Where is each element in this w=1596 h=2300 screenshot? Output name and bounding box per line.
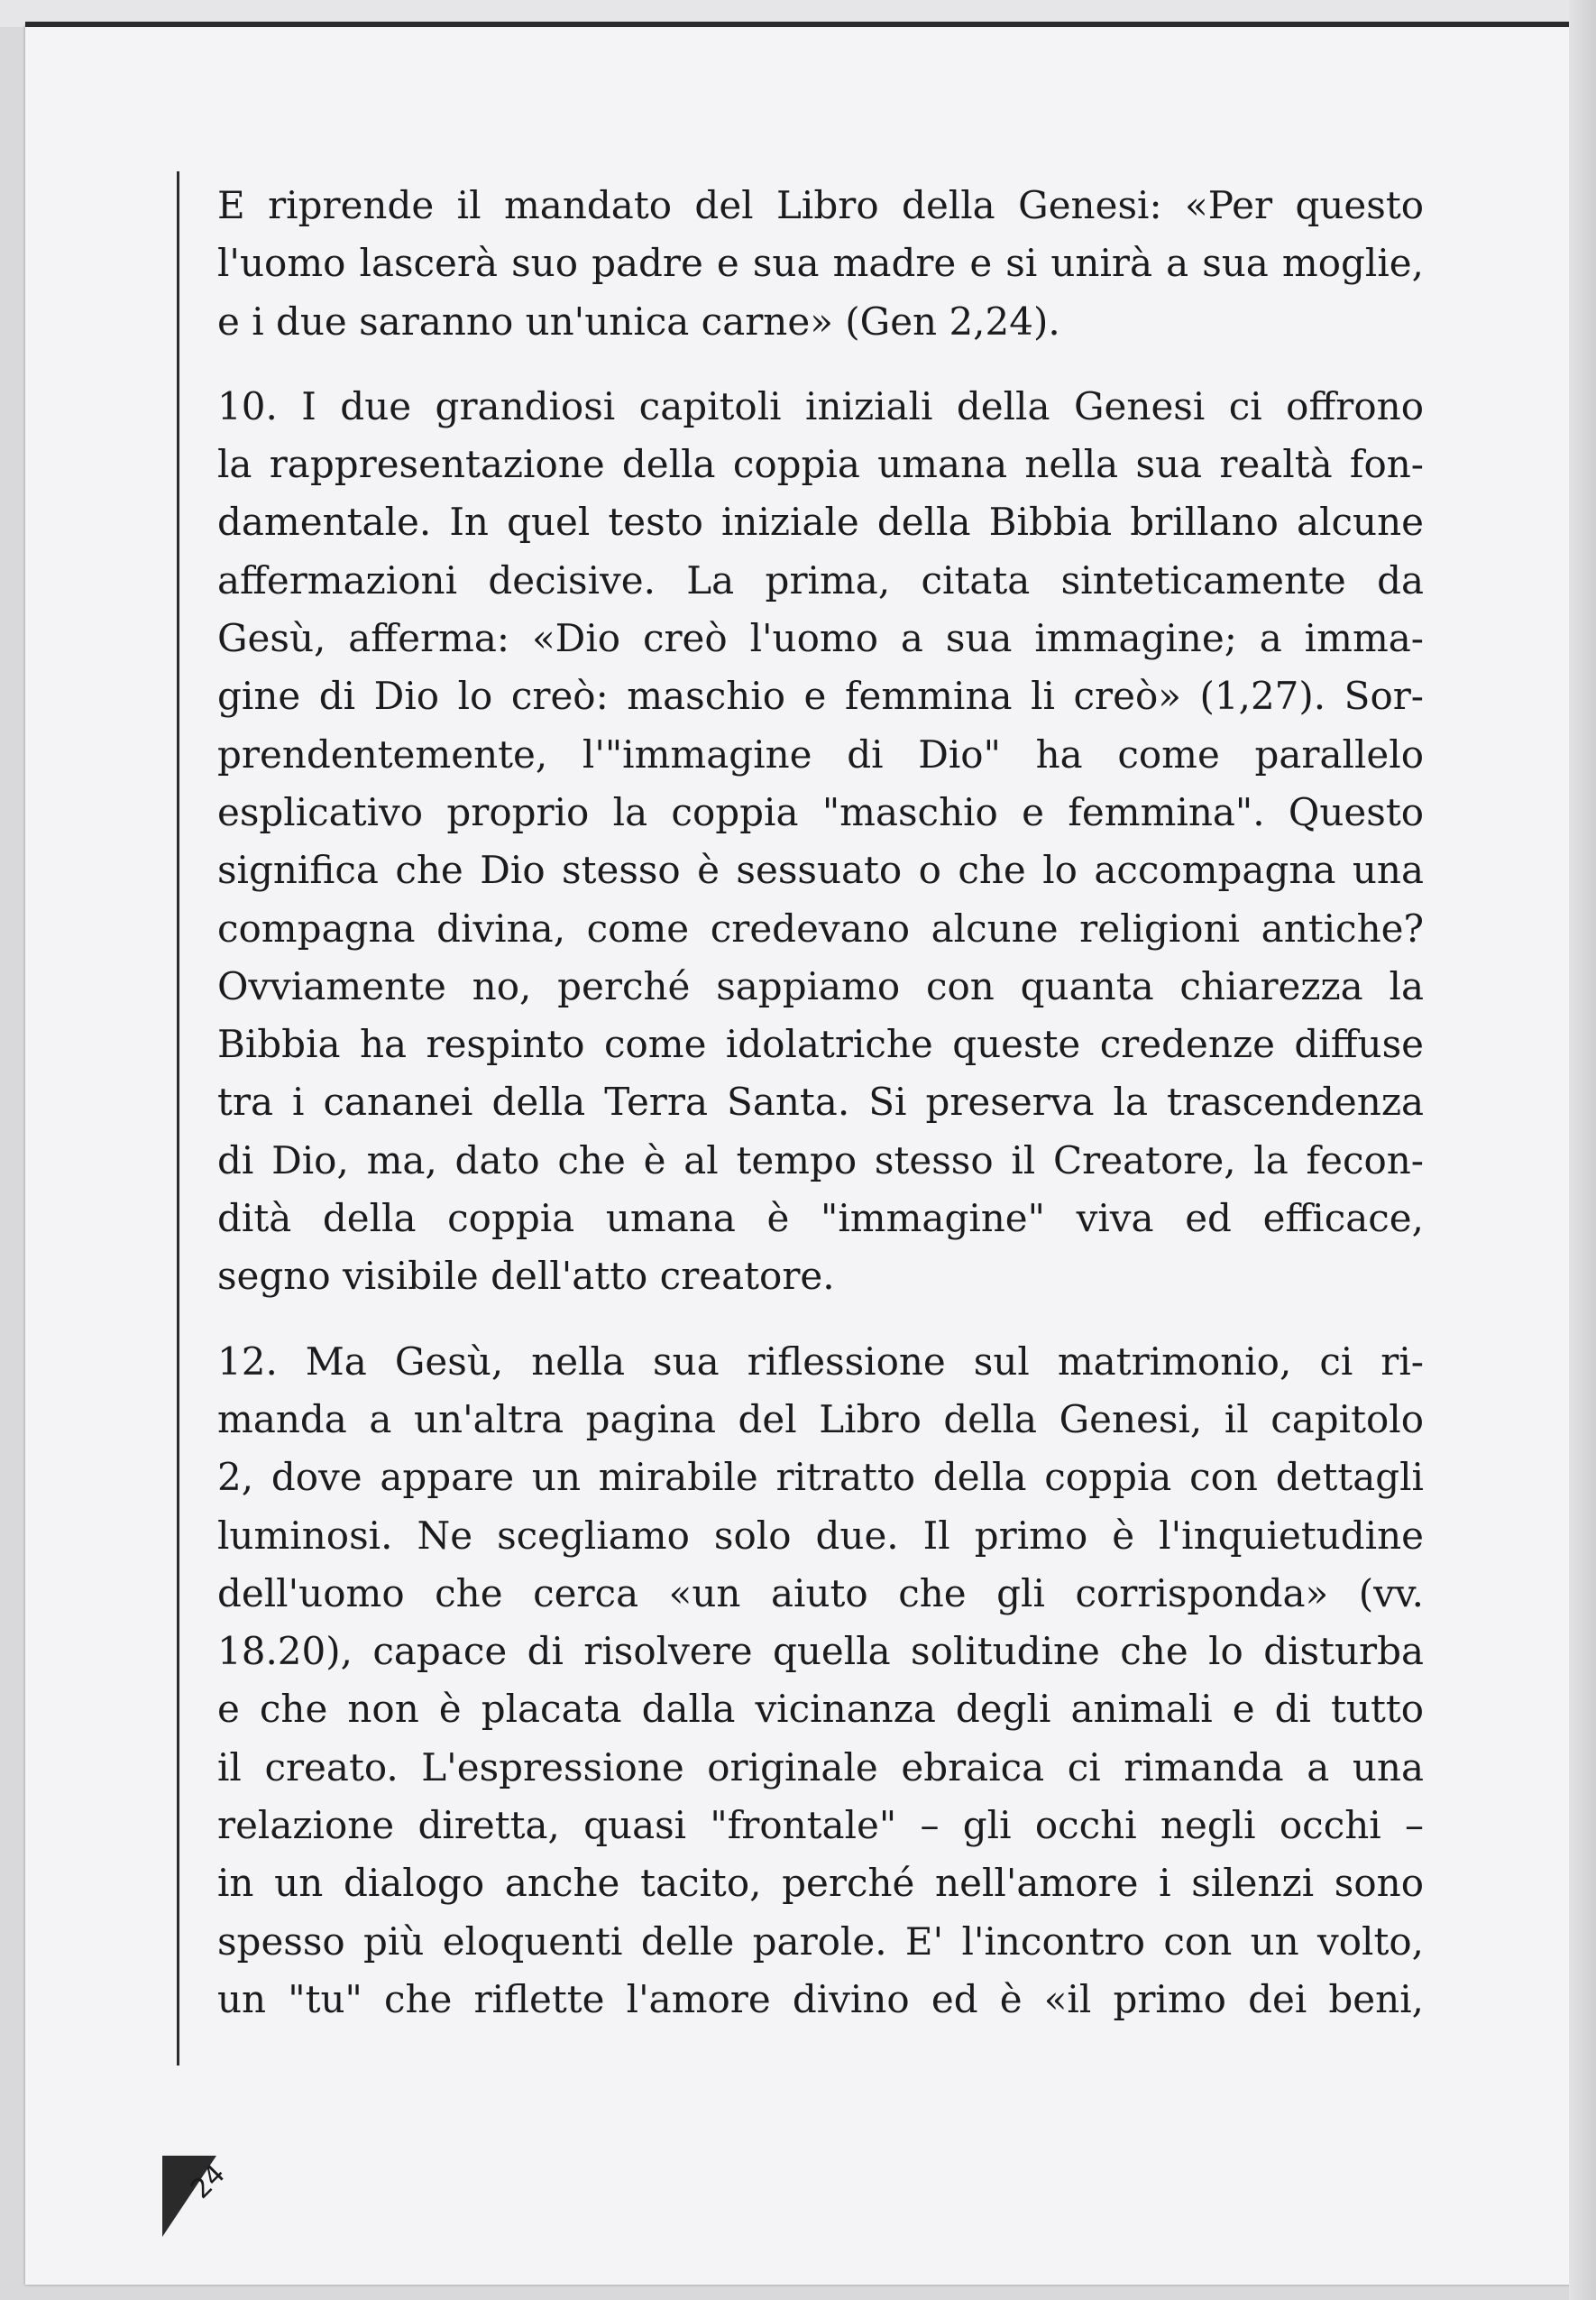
text-line: manda a un'altra pagina del Libro della Genesi, il capitolo (217, 1396, 1424, 1441)
text-line: relazione diretta, quasi "frontale" – gli occhi negli occhi – (217, 1803, 1424, 1848)
text-line: Ovviamente no, perché sappiamo con quanta chiarezza la (217, 963, 1424, 1008)
text-line: gine di Dio lo creò: maschio e femmina li creò» (1,27). Sor- (217, 674, 1424, 719)
page-number: 24 (185, 2157, 232, 2205)
paragraph-intro (217, 177, 1424, 351)
text-line: Gesù, afferma: «Dio creò l'uomo a sua immagine; a imma- (217, 616, 1424, 661)
text-line: il creato. L'espressione originale ebraica ci rimanda a una (217, 1744, 1424, 1789)
text-line: esplicativo proprio la coppia "maschio e femmina". Questo (217, 789, 1424, 834)
text-line: 2, dove appare un mirabile ritratto della coppia con dettagli (217, 1455, 1424, 1500)
text-line: Bibbia ha respinto come idolatriche queste credenze diffuse (217, 1022, 1424, 1067)
text-line: spesso più eloquenti delle parole. E' l'incontro con un volto, (217, 1918, 1424, 1964)
text-line: damentale. In quel testo iniziale della Bibbia brillano alcune (217, 500, 1424, 545)
text-line: di Dio, ma, dato che è al tempo stesso il Creatore, la fecon- (217, 1137, 1424, 1182)
paragraph-section-10 (217, 378, 1424, 1306)
text-line: un "tu" che riflette l'amore divino ed è «il primo dei beni, (217, 1976, 1424, 2021)
text-line: compagna divina, come credevano alcune religioni antiche? (217, 906, 1424, 951)
text-line: affermazioni decisive. La prima, citata sinteticamente da (217, 557, 1424, 603)
scan-right-shadow (1569, 0, 1596, 2300)
text-line: e i due saranno un'unica carne» (Gen 2,24). (217, 299, 1060, 344)
text-line: dell'uomo che cerca «un aiuto che gli corrisponda» (vv. (217, 1570, 1424, 1615)
text-line: prendentemente, l'"immagine di Dio" ha come parallelo (217, 731, 1424, 777)
paragraph-section-12 (217, 1333, 1424, 2029)
text-line: significa che Dio stesso è sessuato o che lo accompagna una (217, 848, 1424, 893)
text-line: 12. Ma Gesù, nella sua riflessione sul matrimonio, ci ri- (217, 1339, 1424, 1384)
text-line: la rappresentazione della coppia umana nella sua realtà fon- (217, 442, 1424, 487)
text-line: l'uomo lascerà suo padre e sua madre e si unirà a sua moglie, (217, 241, 1424, 286)
text-line: E riprende il mandato del Libro della Genesi: «Per questo (217, 183, 1424, 227)
text-line: luminosi. Ne scegliamo solo due. Il primo è l'inquietudine (217, 1513, 1424, 1558)
text-line: in un dialogo anche tacito, perché nell'amore i silenzi sono (217, 1861, 1424, 1906)
text-line: 18.20), capace di risolvere quella solitudine che lo disturba (217, 1629, 1424, 1674)
page-top-edge (25, 22, 1574, 27)
margin-rule (177, 171, 179, 2065)
text-line: segno visibile dell'atto creatore. (217, 1254, 835, 1299)
body-text (217, 177, 1424, 2029)
text-line: 10. I due grandiosi capitoli iniziali della Genesi ci offrono (217, 383, 1424, 428)
text-line: e che non è placata dalla vicinanza degli animali e di tutto (217, 1687, 1424, 1732)
text-line: dità della coppia umana è "immagine" viva ed efficace, (217, 1196, 1424, 1241)
text-line: tra i cananei della Terra Santa. Si preserva la trascendenza (217, 1080, 1424, 1125)
